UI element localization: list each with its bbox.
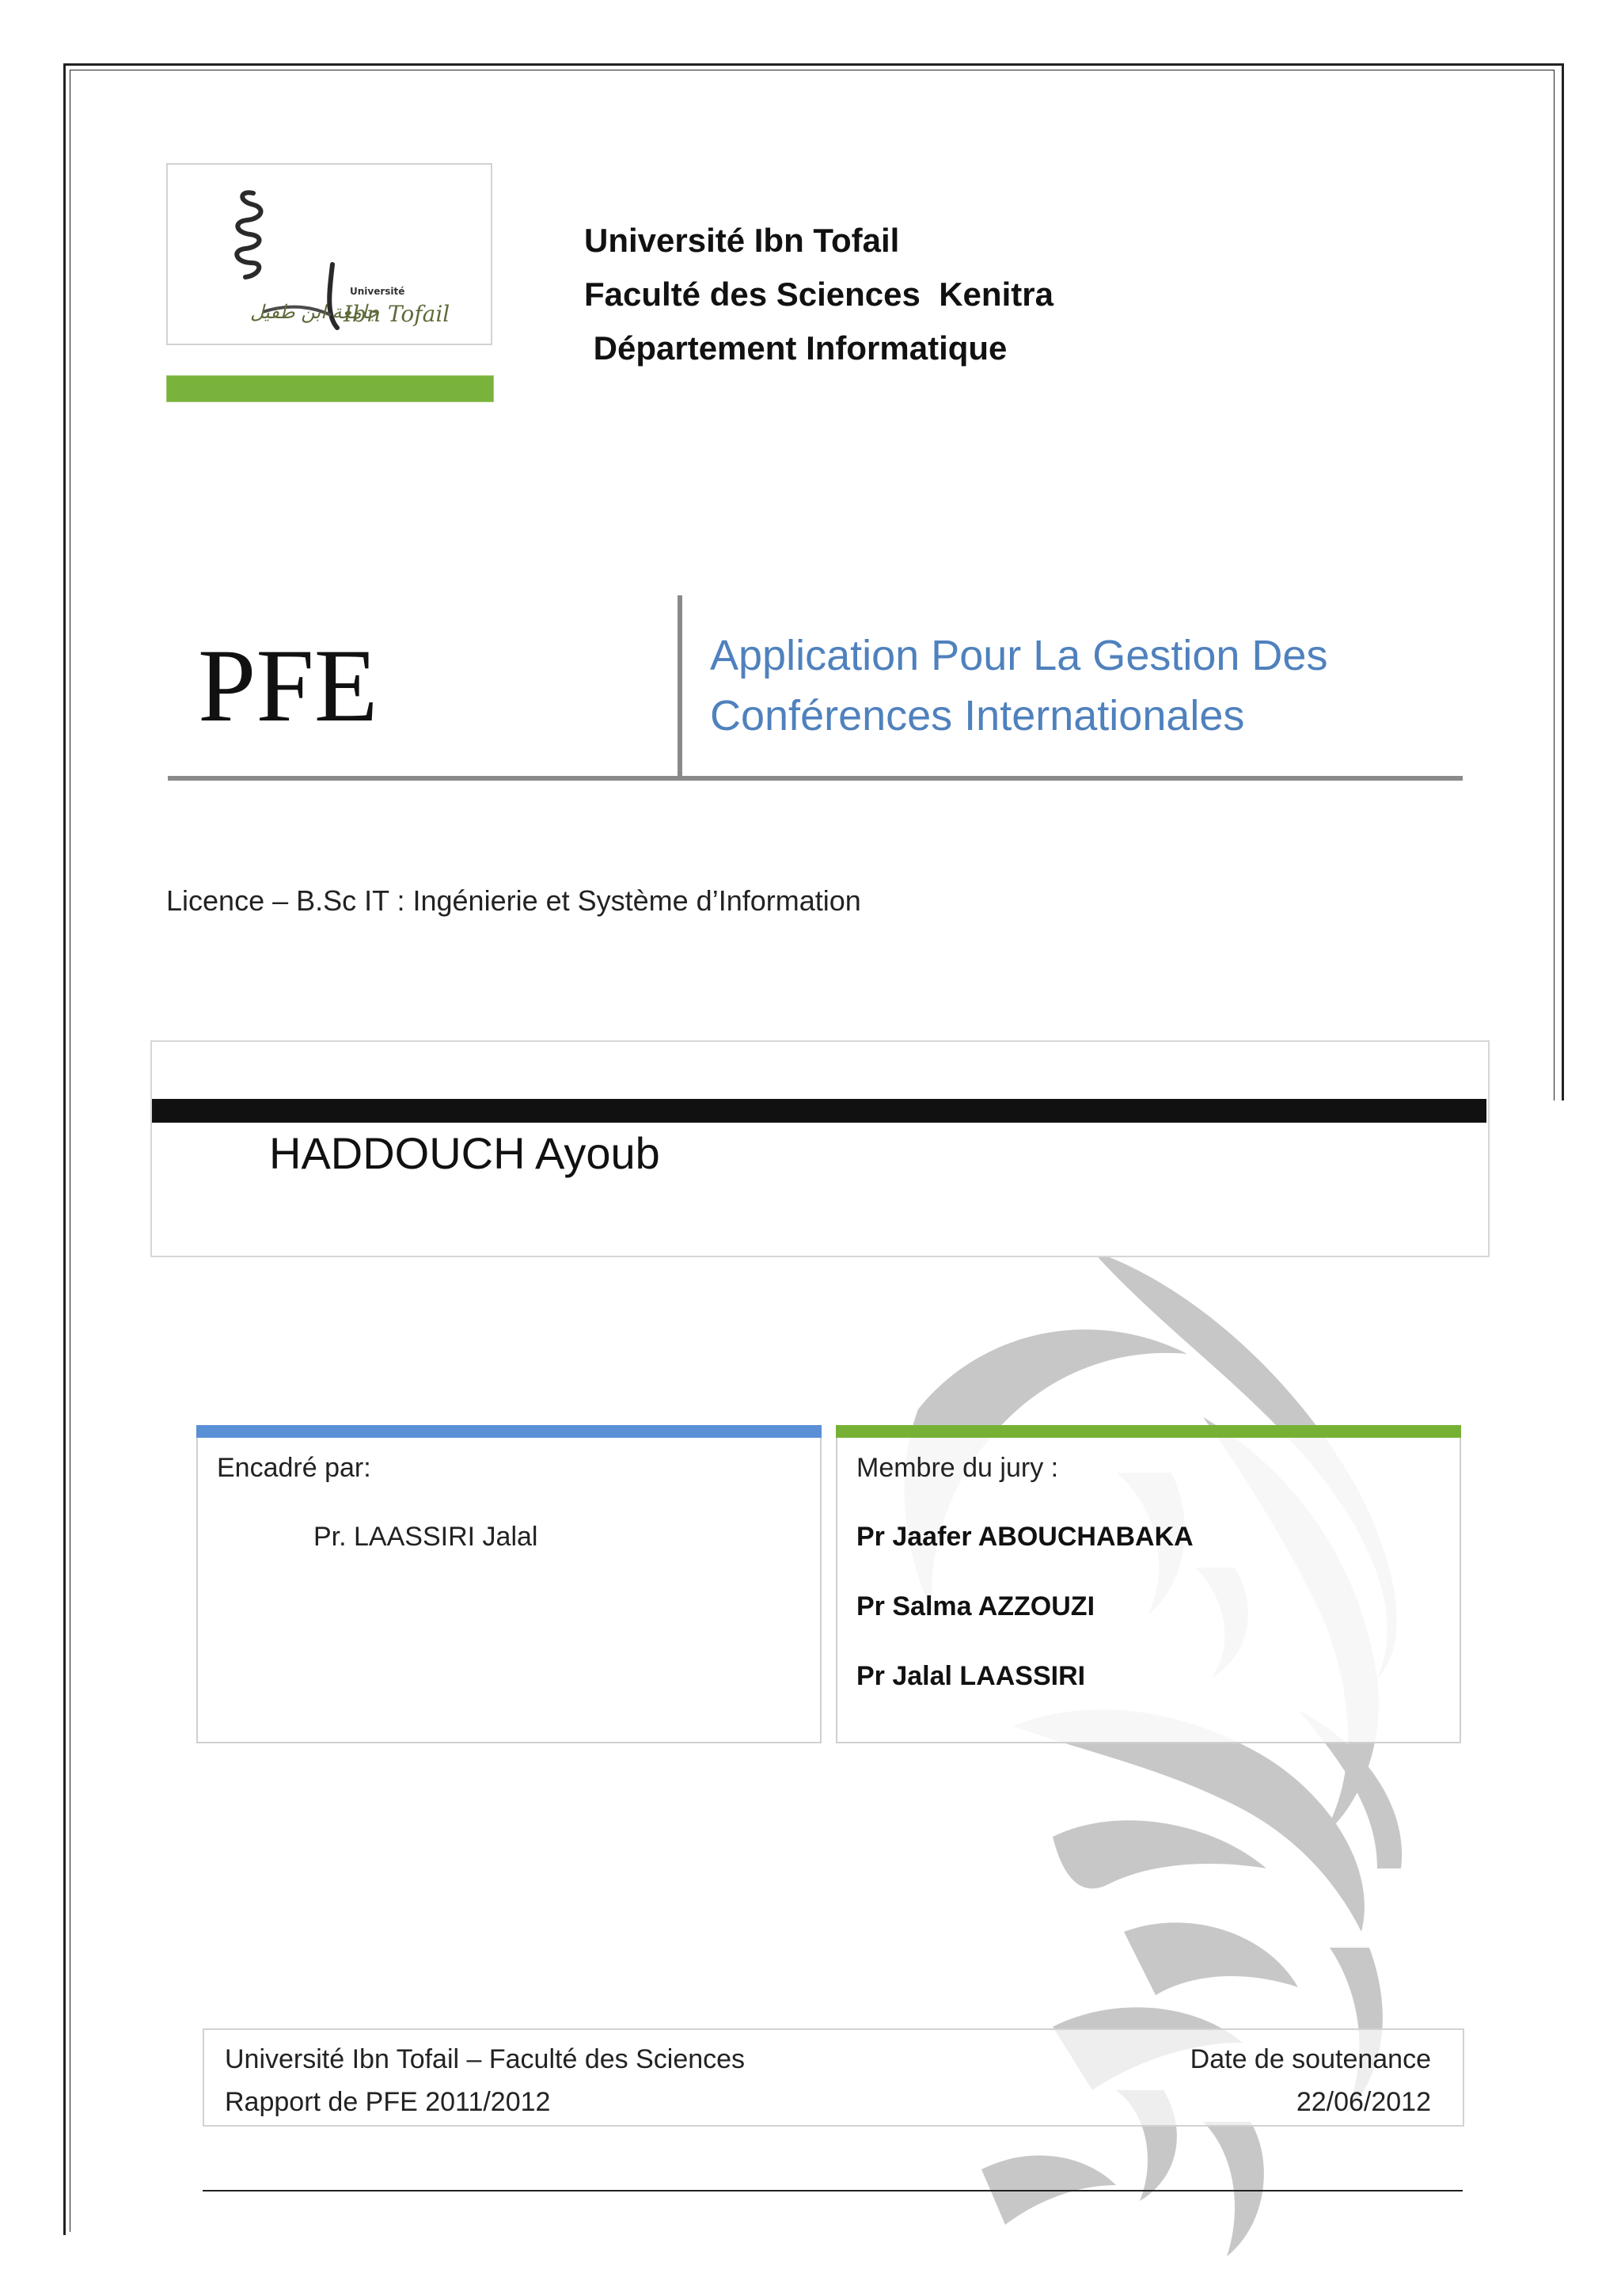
supervisor-heading: Encadré par: xyxy=(217,1453,371,1483)
jury-box-accent xyxy=(836,1425,1461,1438)
faculty-name: Faculté des Sciences Kenitra xyxy=(584,276,1053,313)
project-title-line-1: Application Pour La Gestion Des xyxy=(710,632,1328,679)
student-frame-bar xyxy=(152,1099,1486,1123)
university-logo-frame xyxy=(166,163,492,345)
footer-institution: Université Ibn Tofail – Faculté des Sciences xyxy=(225,2044,746,2074)
defense-date: 22/06/2012 xyxy=(1296,2087,1431,2117)
svg-text:جامعة ابن طفيل: جامعة ابن طفيل xyxy=(250,301,379,323)
department-name: Département Informatique xyxy=(584,329,1008,367)
jury-member: Pr Salma AZZOUZI xyxy=(856,1591,1095,1621)
svg-text:Université: Université xyxy=(350,286,405,297)
defense-date-label: Date de soutenance xyxy=(1190,2044,1431,2074)
title-divider-vertical xyxy=(678,595,682,779)
university-name: Université Ibn Tofail xyxy=(584,222,900,259)
jury-heading: Membre du jury : xyxy=(856,1453,1059,1483)
footer-right xyxy=(1190,2038,1431,2123)
student-name: HADDOUCH Ayoub xyxy=(269,1128,660,1178)
jury-member: Pr Jaafer ABOUCHABAKA xyxy=(856,1522,1194,1552)
title-divider-horizontal xyxy=(168,776,1463,781)
project-title-line-2: Conférences Internationales xyxy=(710,692,1245,739)
university-logo-icon xyxy=(168,165,491,344)
svg-text:Ibn Tofail: Ibn Tofail xyxy=(344,301,450,327)
institution-header xyxy=(584,214,1053,375)
degree-program: Licence – B.Sc IT : Ingénierie et Système d’Information xyxy=(166,884,861,917)
supervisor-name: Pr. LAASSIRI Jalal xyxy=(313,1522,538,1552)
project-title xyxy=(710,625,1501,746)
footer-report: Rapport de PFE 2011/2012 xyxy=(225,2087,551,2117)
jury-member: Pr Jalal LAASSIRI xyxy=(856,1661,1086,1691)
calligraphy-watermark xyxy=(855,1235,1567,2296)
supervisor-box-accent xyxy=(196,1425,822,1438)
footer-left xyxy=(225,2038,745,2123)
document-type-label: PFE xyxy=(198,627,378,743)
footer-rule xyxy=(203,2190,1463,2191)
logo-accent-bar xyxy=(166,375,494,402)
